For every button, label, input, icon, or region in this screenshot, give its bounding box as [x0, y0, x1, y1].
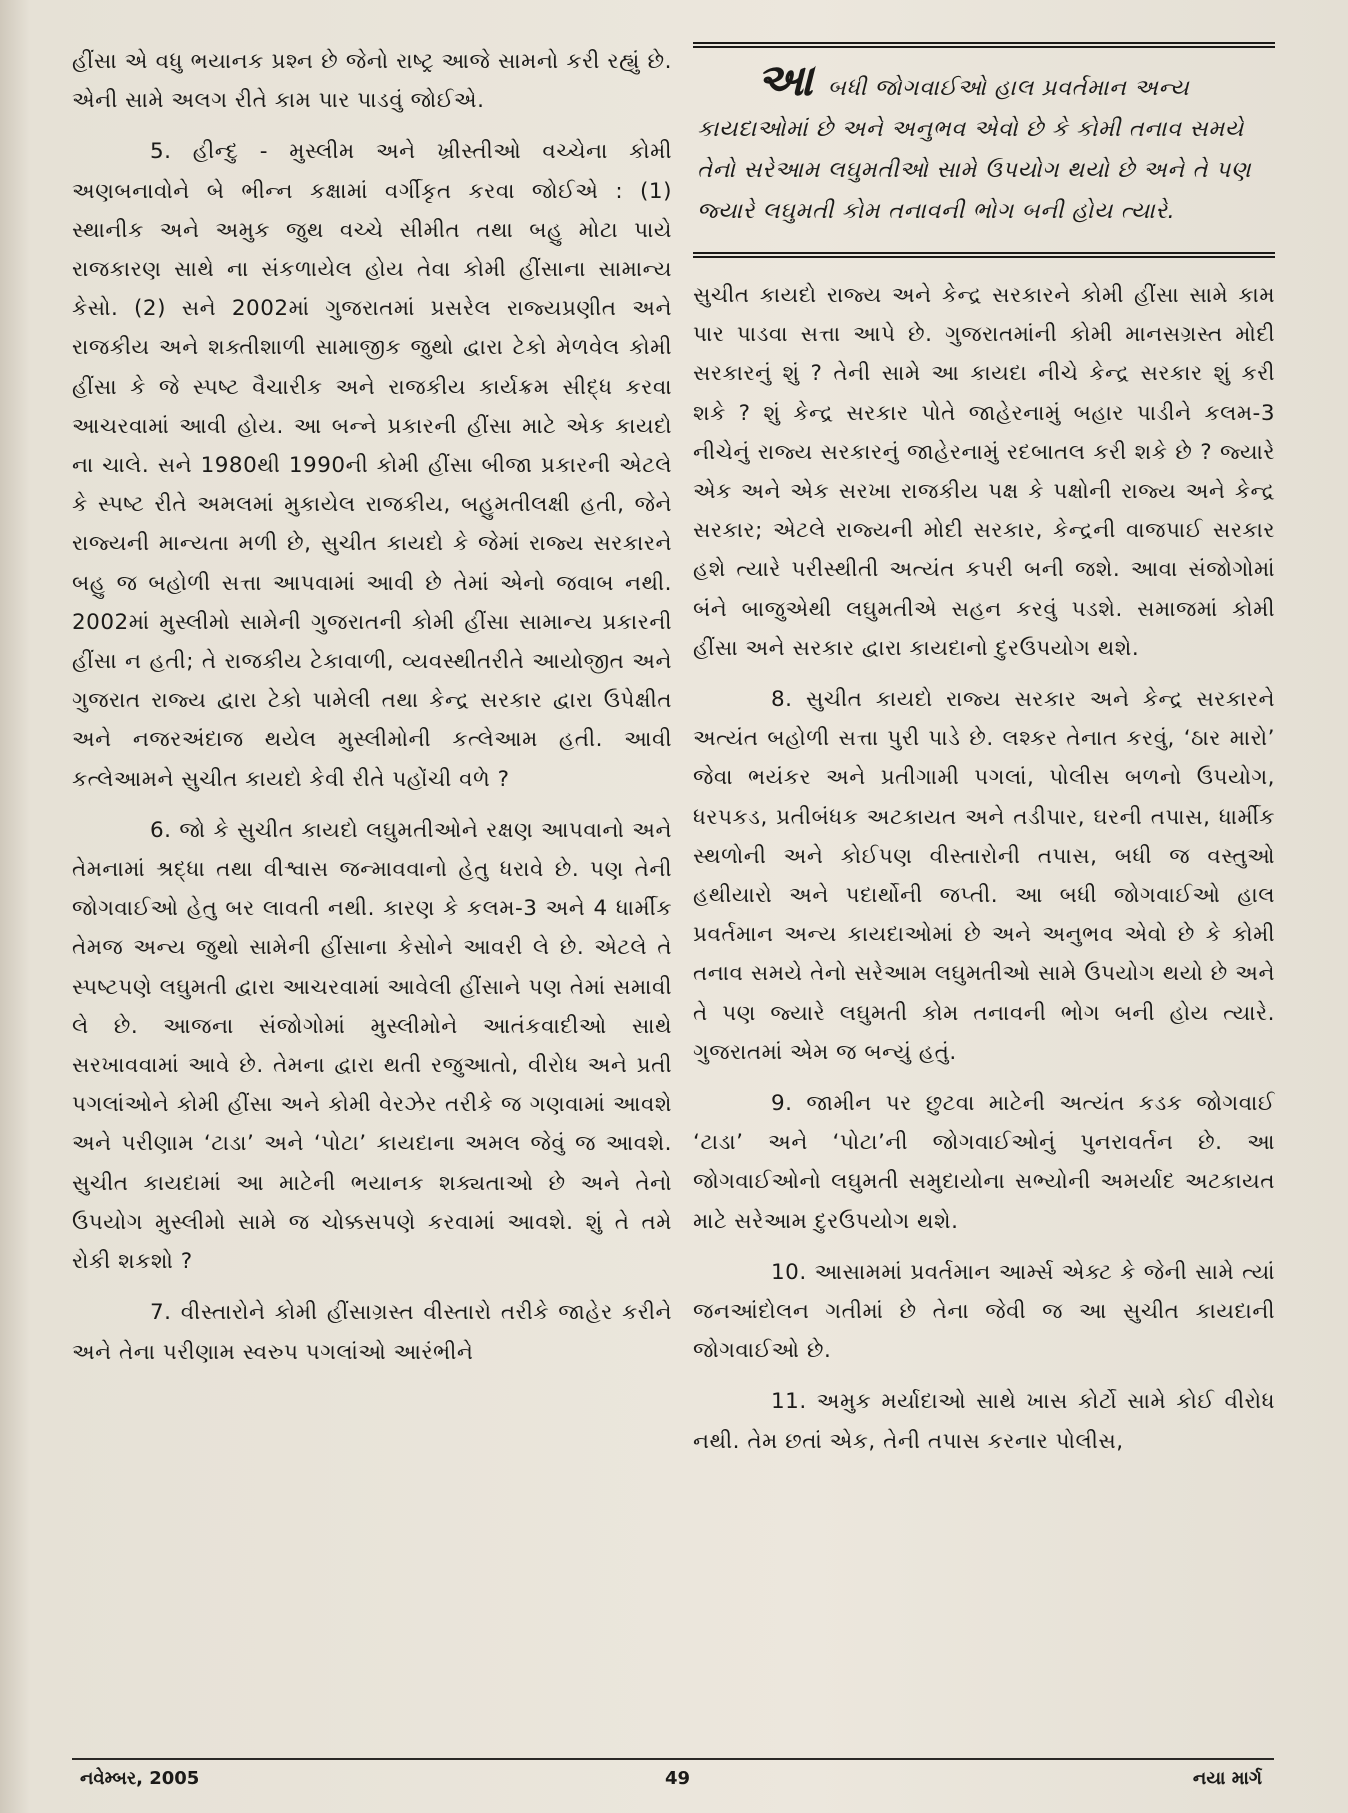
paragraph-point-8: 8. સુચીત કાયદો રાજ્ય સરકાર અને કેન્દ્ર સરકારને અત્યંત બહોળી સત્તા પુરી પાડે છે. લશ્કર તેનાત કરવું, ‘ઠાર મારો’ જેવા ભયંકર અને પ્રતીગામી પગલાં, પોલીસ બળનો ઉપયોગ, ધરપકડ, પ્રતીબંધક અટકાયત અને તડીપાર, ઘરની તપાસ, ધાર્મીક સ્થળોની અને કોઈપણ વીસ્તારોની તપાસ, બધી જ વસ્તુઓ હથીયારો અને પદાર્થોની જપ્તી. આ બધી જોગવાઈઓ હાલ પ્રવર્તમાન અન્ય કાયદાઓમાં છે અને અનુભવ એવો છે કે કોમી તનાવ સમયે તેનો સરેઆમ લઘુમતીઓ સામે ઉપયોગ થયો છે અને તે પણ જ્યારે લઘુમતી કોમ તનાવની ભોગ બની હોય ત્યારે. ગુજરાતમાં એમ જ બન્યું હતું. [693, 687, 1275, 1065]
pull-quote-text [697, 55, 1271, 232]
publication-name: નયા માર્ગ [1192, 1768, 1262, 1789]
right-column [693, 42, 1275, 1461]
page-number: 49 [665, 1768, 691, 1789]
paragraph-point-7: 7. વીસ્તારોને કોમી હીંસાગ્રસ્ત વીસ્તારો તરીકે જાહેર કરીને અને તેના પરીણામ સ્વરુપ પગલાંઓ આરંભીને [72, 1300, 672, 1365]
paragraph-point-10: 10. આસામમાં પ્રવર્તમાન આર્મ્સ એક્ટ કે જેની સામે ત્યાં જનઆંદોલન ગતીમાં છે તેના જેવી જ આ સુચીત કાયદાની જોગવાઈઓ છે. [693, 1259, 1275, 1364]
paragraph-point-11: 11. અમુક મર્યાદાઓ સાથે ખાસ કોર્ટો સામે કોઈ વીરોધ નથી. તેમ છતાં એક, તેની તપાસ કરનાર પોલીસ, [693, 1389, 1275, 1454]
paragraph-point-9: 9. જામીન પર છુટવા માટેની અત્યંત કડક જોગવાઈ ‘ટાડા’ અને ‘પોટા’ની જોગવાઈઓનું પુનરાવર્તન છે. આ જોગવાઈઓનો લઘુમતી સમુદાયોના સભ્યોની અમર્યાદ અટકાયત માટે સરેઆમ દુરઉપયોગ થશે. [693, 1091, 1275, 1234]
paragraph-point-5: 5. હીન્દુ - મુસ્લીમ અને ખ્રીસ્તીઓ વચ્ચેના કોમી અણબનાવોને બે ભીન્ન કક્ષામાં વર્ગીકૃત કરવા જોઈએ : (1) સ્થાનીક અને અમુક જુથ વચ્ચે સીમીત તથા બહુ મોટા પાયે રાજકારણ સાથે ના સંકળાયેલ હોય તેવા કોમી હીંસાના સામાન્ય કેસો. (2) સને 2002માં ગુજરાતમાં પ્રસરેલ રાજ્યપ્રણીત અને રાજકીય અને શક્તીશાળી સામાજીક જુથો દ્વારા ટેકો મેળવેલ કોમી હીંસા કે જે સ્પષ્ટ વૈચારીક અને રાજકીય કાર્યક્રમ સીદ્ધ કરવા આચરવામાં આવી હોય. આ બન્ને પ્રકારની હીંસા માટે એક કાયદો ના ચાલે. સને 1980થી 1990ની કોમી હીંસા બીજા પ્રકારની એટલે કે સ્પષ્ટ રીતે અમલમાં મુકાયેલ રાજકીય, બહુમતીલક્ષી હતી, જેને રાજ્યની માન્યતા મળી છે, સુચીત કાયદો કે જેમાં રાજ્ય સરકારને બહુ જ બહોળી સત્તા આપવામાં આવી છે તેમાં એનો જવાબ નથી. 2002માં મુસ્લીમો સામેની ગુજરાતની કોમી હીંસા સામાન્ય પ્રકારની હીંસા ન હતી; તે રાજકીય ટેકાવાળી, વ્યવસ્થીતરીતે આયોજીત અને ગુજરાત રાજ્ય દ્વારા ટેકો પામેલી તથા કેન્દ્ર સરકાર દ્વારા ઉપેક્ષીત અને નજરઅંદાજ થયેલ મુસ્લીમોની કત્લેઆમ હતી. આવી કત્લેઆમને સુચીત કાયદો કેવી રીતે પહોંચી વળે ? [72, 139, 672, 792]
pull-quote-lead: આ [757, 55, 814, 106]
paragraph-continuation-right: સુચીત કાયદો રાજ્ય અને કેન્દ્ર સરકારને કોમી હીંસા સામે કામ પાર પાડવા સત્તા આપે છે. ગુજરાતમાંની કોમી માનસગ્રસ્ત મોદી સરકારનું શું ? તેની સામે આ કાયદા નીચે કેન્દ્ર સરકાર શું કરી શકે ? શું કેન્દ્ર સરકાર પોતે જાહેરનામું બહાર પાડીને કલમ-3 નીચેનું રાજ્ય સરકારનું જાહેરનામું રદબાતલ કરી શકે છે ? જ્યારે એક અને એક સરખા રાજકીય પક્ષ કે પક્ષોની રાજ્ય અને કેન્દ્ર સરકાર; એટલે રાજ્યની મોદી સરકાર, કેન્દ્રની વાજપાઈ સરકાર હશે ત્યારે પરીસ્થીતી અત્યંત કપરી બની જશે. આવા સંજોગોમાં બંને બાજુએથી લઘુમતીએ સહન કરવું પડશે. સમાજમાં કોમી હીંસા અને સરકાર દ્વારા કાયદાનો દુરઉપયોગ થશે. [693, 283, 1275, 661]
pull-quote-body: બધી જોગવાઈઓ હાલ પ્રવર્તમાન અન્ય કાયદાઓમાં છે અને અનુભવ એવો છે કે કોમી તનાવ સમયે તેનો સરેઆમ લઘુમતીઓ સામે ઉપયોગ થયો છે અને તે પણ જ્યારે લઘુમતી કોમ તનાવની ભોગ બની હોય ત્યારે. [697, 75, 1252, 224]
left-column [72, 42, 672, 1372]
paragraph-continuation: હીંસા એ વધુ ભયાનક પ્રશ્ન છે જેનો રાષ્ટ્ર આજે સામનો કરી રહ્યું છે. એની સામે અલગ રીતે કામ પાર પાડવું જોઈએ. [72, 49, 672, 114]
footer-date: નવેમ્બર, 2005 [80, 1768, 200, 1789]
footer-divider [72, 1758, 1274, 1760]
paragraph-point-6: 6. જો કે સુચીત કાયદો લઘુમતીઓને રક્ષણ આપવાનો અને તેમનામાં શ્રદ્ધા તથા વીશ્વાસ જન્માવવાનો હેતુ ધરાવે છે. પણ તેની જોગવાઈઓ હેતુ બર લાવતી નથી. કારણ કે કલમ-3 અને 4 ધાર્મીક તેમજ અન્ય જુથો સામેની હીંસાના કેસોને આવરી લે છે. એટલે તે સ્પષ્ટપણે લઘુમતી દ્વારા આચરવામાં આવેલી હીંસાને પણ તેમાં સમાવી લે છે. આજના સંજોગોમાં મુસ્લીમોને આતંકવાદીઓ સાથે સરખાવવામાં આવે છે. તેમના દ્વારા થતી રજુઆતો, વીરોધ અને પ્રતી પગલાંઓને કોમી હીંસા અને કોમી વેરઝેર તરીકે જ ગણવામાં આવશે અને પરીણામ ‘ટાડા’ અને ‘પોટા’ કાયદાના અમલ જેવું જ આવશે. સુચીત કાયદામાં આ માટેની ભયાનક શક્યતાઓ છે અને તેનો ઉપયોગ મુસ્લીમો સામે જ ચોક્કસપણે કરવામાં આવશે. શું તે તમે રોકી શકશો ? [72, 817, 672, 1275]
pull-quote-box [693, 42, 1275, 258]
